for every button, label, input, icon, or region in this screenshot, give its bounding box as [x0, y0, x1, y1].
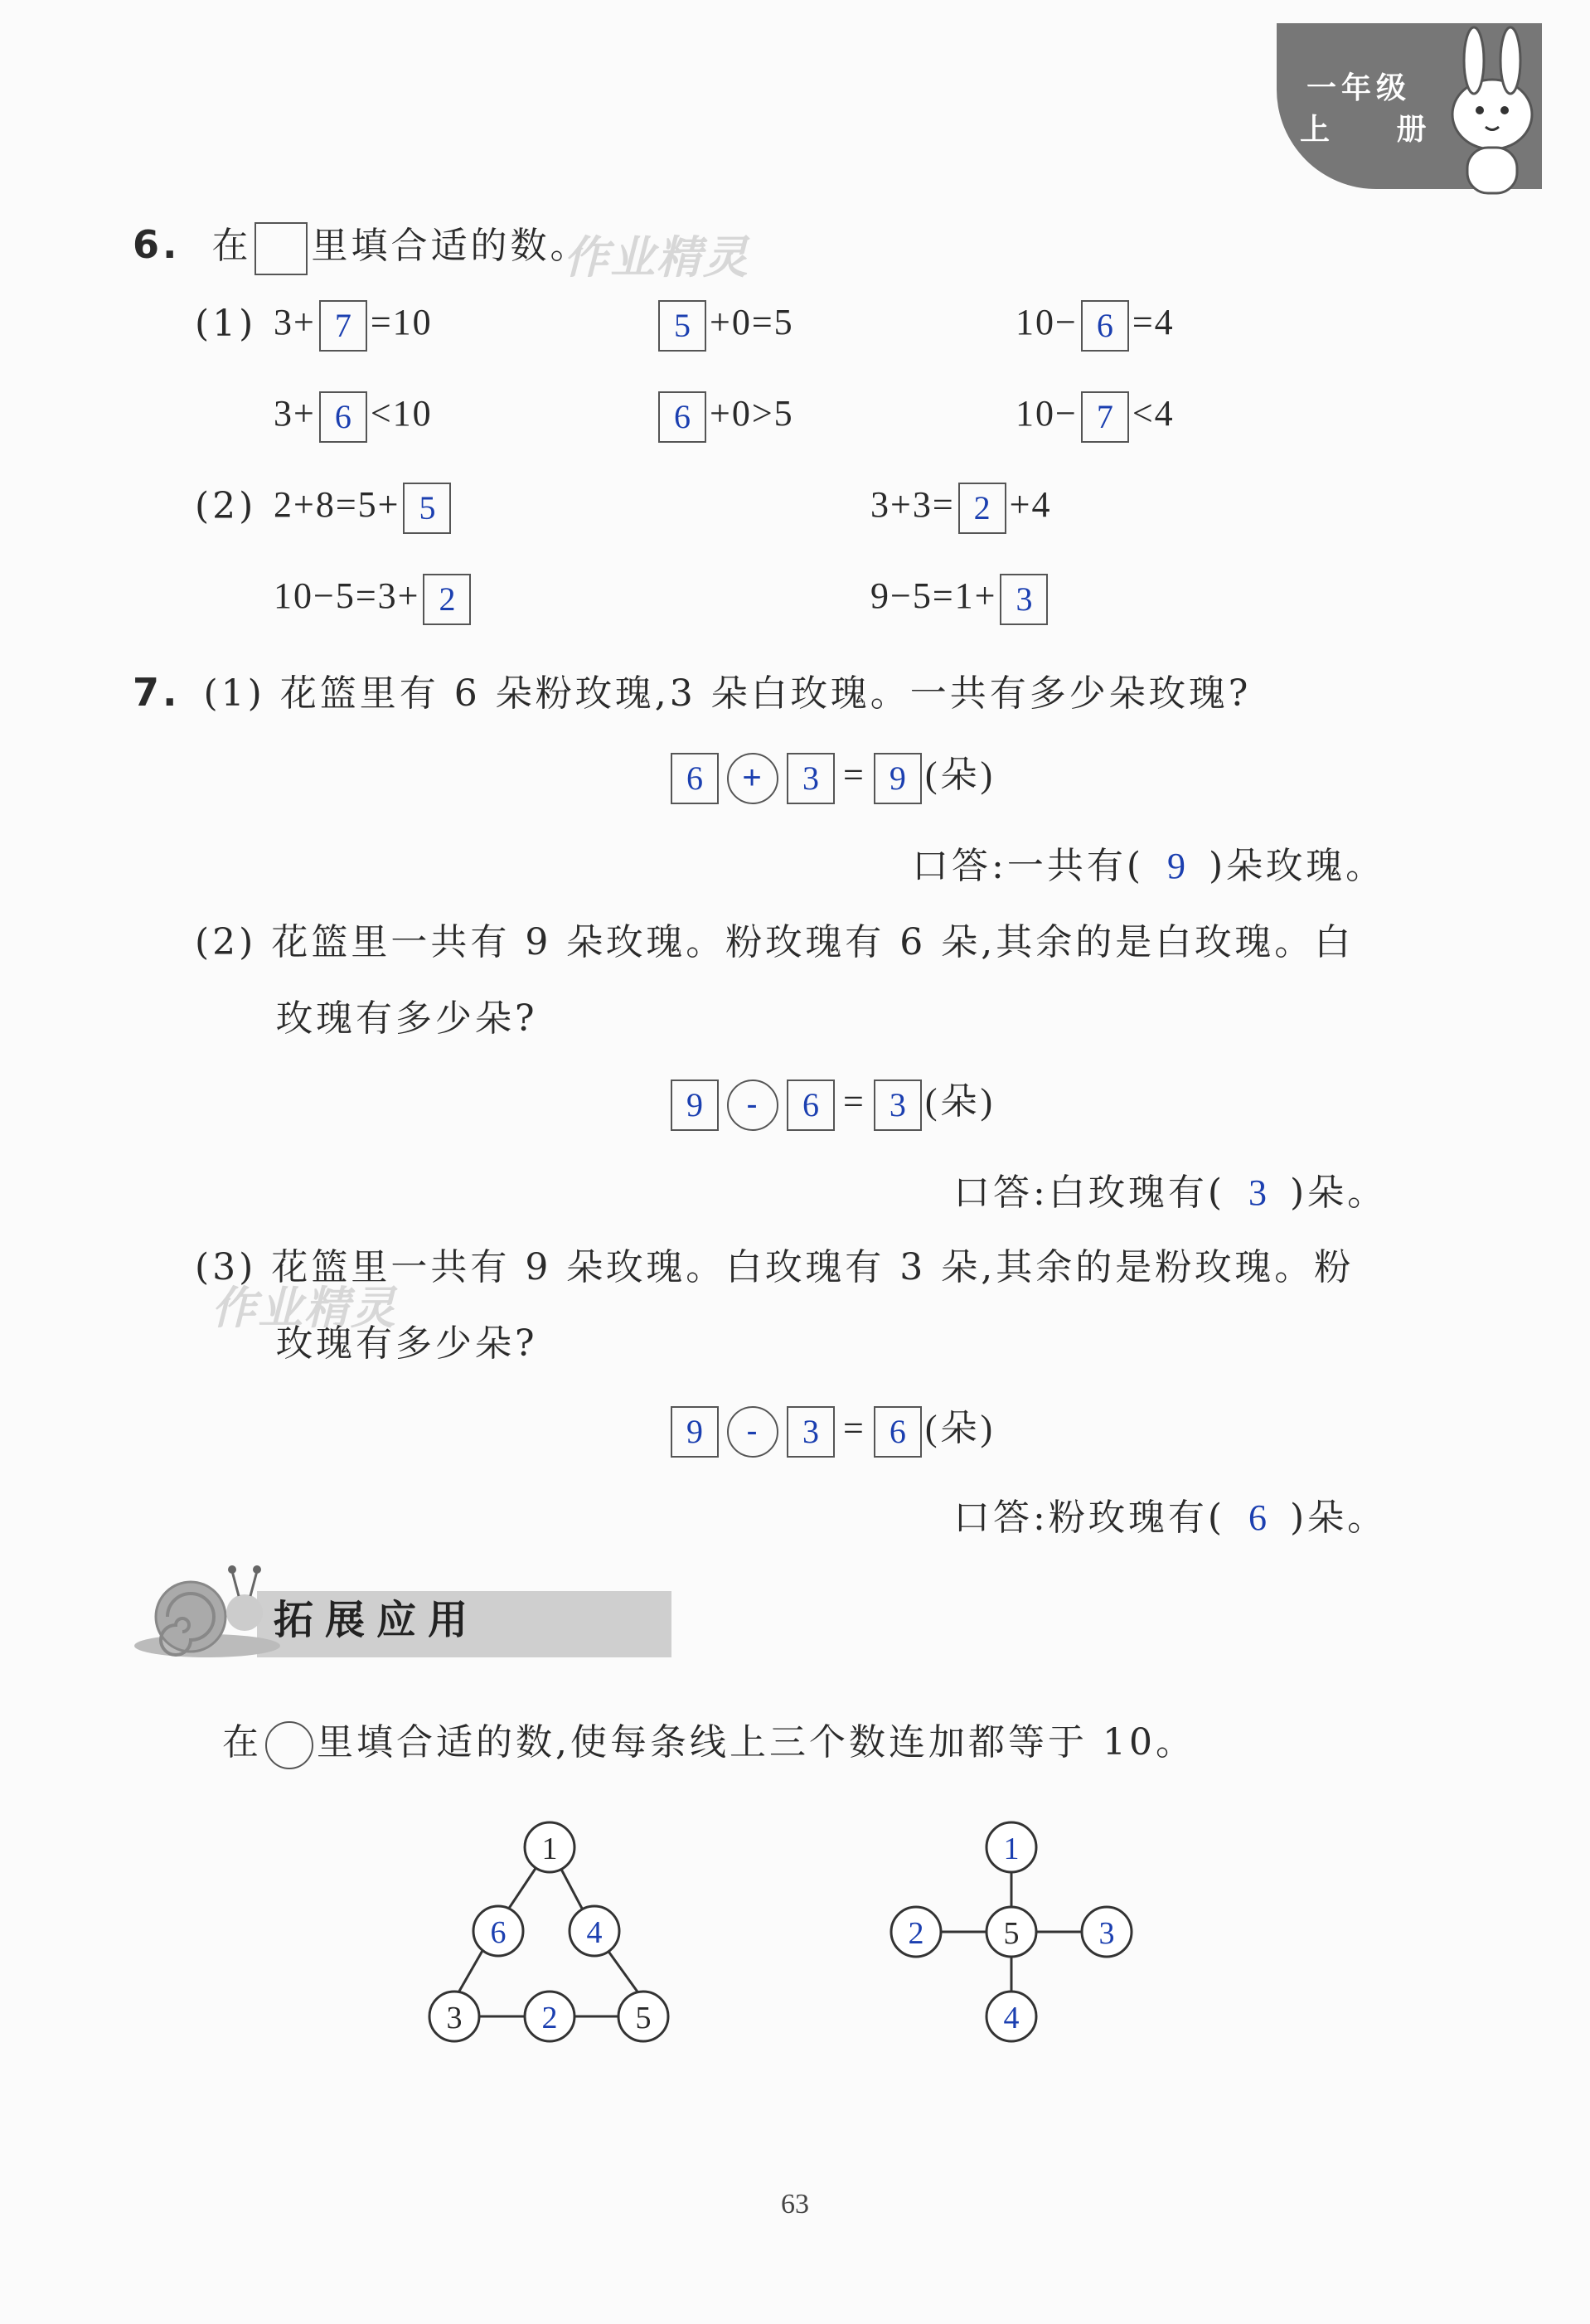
- grade-tab: [1277, 23, 1542, 189]
- node-value: 5: [1003, 1916, 1020, 1951]
- answer-post: )朵。: [1290, 1172, 1388, 1214]
- q7-part1-prompt: [133, 663, 1251, 716]
- q6-part2-label: (2): [195, 485, 257, 527]
- equals-sign: =: [843, 1408, 865, 1448]
- answer-box: 9: [671, 1080, 719, 1131]
- cross-diagram: [879, 1807, 1161, 2048]
- node-value: 5: [635, 2001, 652, 2035]
- answer-box: 6: [671, 753, 719, 804]
- answer-box: 6: [787, 1080, 835, 1131]
- operator-circle: -: [727, 1080, 778, 1131]
- q7-p2-line1: 花篮里一共有 9 朵玫瑰。粉玫瑰有 6 朵,其余的是白玫瑰。白: [271, 921, 1355, 963]
- answer-box: 3: [1000, 574, 1048, 625]
- eq-post: =4: [1132, 302, 1175, 343]
- eq-pre: 10−: [1016, 302, 1078, 343]
- rabbit-icon: [1434, 15, 1550, 197]
- node-value: 2: [908, 1916, 924, 1951]
- answer-box: 2: [423, 574, 471, 625]
- eq-post: <10: [370, 393, 433, 434]
- node-value: 4: [586, 1915, 603, 1950]
- triangle-diagram: [414, 1807, 696, 2048]
- q6-eq: [274, 574, 474, 625]
- answer-box: 2: [958, 483, 1006, 534]
- q7-p2-label: (2): [195, 921, 257, 963]
- eq-pre: 9−5=1+: [870, 575, 997, 617]
- answer-box: 3: [874, 1080, 922, 1131]
- q7-p1-text: 花篮里有 6 朵粉玫瑰,3 朵白玫瑰。一共有多少朵玫瑰?: [279, 672, 1252, 715]
- q6-prompt: [133, 216, 589, 275]
- q7-number: 7.: [133, 670, 181, 715]
- answer-box: 6: [319, 391, 367, 443]
- q7-p3-equation: [667, 1398, 996, 1458]
- cross-node-bottom: [986, 1992, 1036, 2041]
- node-value: 4: [1003, 2001, 1020, 2035]
- q6-text-before: 在: [211, 225, 252, 267]
- eq-post: +0=5: [710, 302, 794, 343]
- q7-part3-prompt: [195, 1237, 1354, 1290]
- answer-pre: 口答:一共有(: [912, 845, 1144, 887]
- q7-p2-equation: [667, 1071, 996, 1131]
- operator-circle: +: [727, 753, 778, 804]
- q6-eq: [1016, 391, 1175, 443]
- answer-box: 5: [403, 483, 451, 534]
- eq-pre: 10−5=3+: [274, 575, 420, 617]
- cross-node-center: [986, 1907, 1036, 1957]
- extension-title: 拓展应用: [274, 1597, 480, 1643]
- instr-pre: 在: [222, 1721, 262, 1764]
- eq-pre: 3+: [274, 302, 316, 343]
- snail-icon: [133, 1555, 282, 1662]
- answer-box: 5: [658, 300, 706, 352]
- eq-pre: 3+3=: [870, 484, 955, 526]
- node-value: 2: [541, 2001, 558, 2035]
- answer-box: 3: [787, 753, 835, 804]
- cross-node-top: [986, 1822, 1036, 1872]
- q6-eq: [870, 574, 1051, 625]
- q6-eq: [274, 391, 433, 443]
- eq-post: +4: [1009, 484, 1052, 526]
- answer-box: 6: [874, 1406, 922, 1458]
- answer-pre: 口答:粉玫瑰有(: [953, 1497, 1225, 1539]
- watermark: 作业精灵: [211, 1282, 397, 1334]
- answer-box: 7: [1081, 391, 1129, 443]
- q7-p3-line1: 花篮里一共有 9 朵玫瑰。白玫瑰有 3 朵,其余的是粉玫瑰。粉: [271, 1246, 1355, 1288]
- triangle-node-top: [525, 1822, 574, 1872]
- q6-text-after: 里填合适的数。: [311, 225, 590, 267]
- eq-pre: 10−: [1016, 393, 1078, 434]
- eq-pre: 3+: [274, 393, 316, 434]
- equals-sign: =: [843, 754, 865, 795]
- answer-value: 6: [1248, 1497, 1267, 1538]
- unit-label: (朵): [924, 1081, 996, 1122]
- q6-eq: [870, 483, 1051, 534]
- q6-eq: [274, 300, 433, 352]
- empty-box-icon: [254, 222, 308, 275]
- eq-post: <4: [1132, 393, 1175, 434]
- q7-part2-prompt: [195, 912, 1354, 965]
- node-value: 1: [1003, 1832, 1020, 1866]
- q7-p3-answer: [953, 1487, 1387, 1540]
- answer-box: 7: [319, 300, 367, 352]
- watermark: 作业精灵: [564, 231, 749, 284]
- operator-circle: -: [727, 1406, 778, 1458]
- q7-p1-answer: [912, 836, 1385, 889]
- answer-value: 3: [1248, 1172, 1267, 1213]
- triangle-node-bottom-right: [618, 1992, 668, 2041]
- node-value: 6: [490, 1915, 507, 1950]
- eq-pre: 2+8=5+: [274, 484, 400, 526]
- unit-label: (朵): [924, 754, 996, 795]
- cross-node-right: [1082, 1907, 1132, 1957]
- q6-eq: [655, 391, 794, 443]
- eq-post: +0>5: [710, 393, 794, 434]
- answer-box: 9: [874, 753, 922, 804]
- empty-circle-icon: [265, 1721, 313, 1769]
- q7-p1-label: (1): [203, 672, 265, 715]
- volume-label: 上 册: [1300, 113, 1455, 147]
- q7-p3-label: (3): [195, 1246, 257, 1288]
- grade-label: 一年级: [1306, 71, 1412, 105]
- q6-number: 6.: [133, 222, 181, 267]
- answer-post: )朵。: [1290, 1497, 1388, 1539]
- q7-p2-line2: 玫瑰有多少朵?: [276, 997, 538, 1040]
- eq-post: =10: [370, 302, 433, 343]
- answer-pre: 口答:白玫瑰有(: [953, 1172, 1225, 1214]
- q6-eq: [655, 300, 794, 352]
- q6-part1-label: (1): [195, 303, 257, 345]
- equals-sign: =: [843, 1081, 865, 1122]
- triangle-node-left-mid: [473, 1906, 523, 1956]
- answer-box: 6: [658, 391, 706, 443]
- node-value: 1: [541, 1832, 558, 1866]
- q6-eq: [274, 483, 454, 534]
- q7-p1-equation: [667, 745, 996, 804]
- q7-p2-answer: [953, 1162, 1387, 1215]
- triangle-node-bottom-left: [429, 1992, 479, 2041]
- q7-p3-line2: 玫瑰有多少朵?: [276, 1322, 538, 1365]
- page-number: 63: [781, 2189, 809, 2220]
- answer-box: 6: [1081, 300, 1129, 352]
- extension-instruction: [222, 1712, 1195, 1769]
- q6-eq: [1016, 300, 1175, 352]
- instr-post: 里填合适的数,使每条线上三个数连加都等于 10。: [317, 1721, 1195, 1764]
- triangle-node-right-mid: [570, 1906, 619, 1956]
- answer-box: 3: [787, 1406, 835, 1458]
- unit-label: (朵): [924, 1408, 996, 1448]
- answer-box: 9: [671, 1406, 719, 1458]
- triangle-node-bottom-mid: [525, 1992, 574, 2041]
- cross-node-left: [891, 1907, 941, 1957]
- node-value: 3: [446, 2001, 463, 2035]
- node-value: 3: [1098, 1916, 1115, 1951]
- answer-value: 9: [1167, 846, 1185, 886]
- answer-post: )朵玫瑰。: [1209, 845, 1386, 887]
